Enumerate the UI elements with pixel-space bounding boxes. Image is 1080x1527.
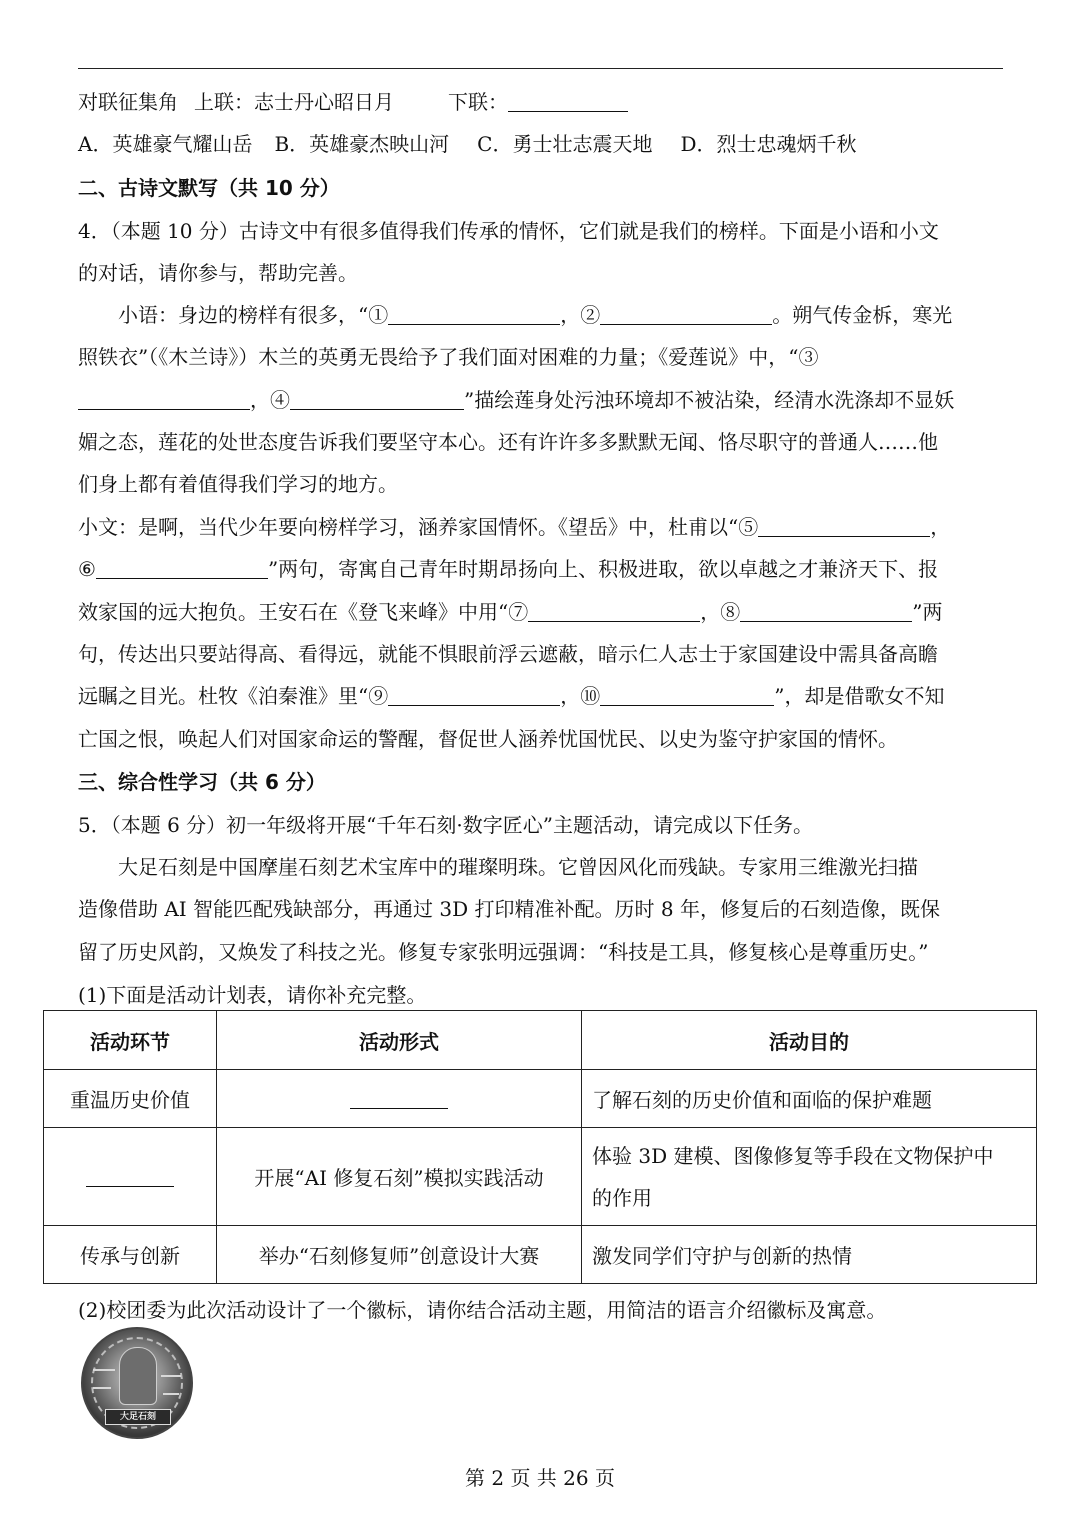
dialogue-text: ，⑩ bbox=[560, 684, 601, 708]
material-line1: 大足石刻是中国摩崖石刻艺术宝库中的璀璨明珠。它曾因风化而残缺。专家用三维激光扫描 bbox=[118, 855, 918, 879]
dialogue-line11: 亡国之恨，唤起人们对国家命运的警醒，督促世人涵养忧国忧民、以史为鉴守护家国的情怀。 bbox=[78, 727, 898, 751]
dialogue-line10 bbox=[78, 680, 944, 709]
dialogue-text: ，② bbox=[560, 303, 601, 327]
circuit-trace bbox=[93, 1387, 111, 1389]
circuit-trace bbox=[163, 1393, 179, 1395]
blank-1[interactable] bbox=[388, 304, 560, 325]
header-stage: 活动环节 bbox=[44, 1011, 217, 1070]
dialogue-text: 效家国的远大抱负。王安石在《登飞来峰》中用“⑦ bbox=[78, 600, 529, 624]
dialogue-text: 远瞩之目光。杜牧《泊秦淮》里“⑨ bbox=[78, 684, 389, 708]
activity-plan-table bbox=[43, 1010, 1037, 1284]
option-b[interactable]: B．英雄豪杰映山河 bbox=[274, 132, 450, 156]
dialogue-line6 bbox=[78, 511, 950, 540]
dialogue-text: ”，却是借歌女不知 bbox=[774, 684, 945, 708]
buddha-figure bbox=[119, 1347, 157, 1405]
header-form: 活动形式 bbox=[217, 1011, 582, 1070]
cell-stage: 传承与创新 bbox=[44, 1226, 217, 1284]
blank-4[interactable] bbox=[290, 389, 464, 410]
couplet-upper: 上联：志士丹心昭日月 bbox=[194, 90, 394, 114]
dialogue-text: ”描绘莲身处污浊环境却不被沾染，经清水洗涤却不显妖 bbox=[464, 388, 955, 412]
circuit-trace bbox=[93, 1369, 115, 1371]
header-rule bbox=[78, 68, 1003, 69]
couplet-lower: 下联： bbox=[448, 90, 508, 114]
blank-10[interactable] bbox=[600, 685, 774, 706]
dialogue-text: ， bbox=[930, 515, 951, 539]
table-row bbox=[44, 1226, 1037, 1284]
cell-purpose bbox=[582, 1128, 1037, 1226]
option-d[interactable]: D．烈士忠魂炳千秋 bbox=[680, 132, 857, 156]
blank-2[interactable] bbox=[600, 304, 772, 325]
page-footer: 第 2 页 共 26 页 bbox=[465, 1466, 615, 1490]
cell-form: 举办“石刻修复师”创意设计大赛 bbox=[217, 1226, 582, 1284]
dialogue-text: 小语：身边的榜样有很多，“① bbox=[118, 303, 389, 327]
header-purpose: 活动目的 bbox=[582, 1011, 1037, 1070]
q5-prompt: 5．（本题 6 分）初一年级将开展“千年石刻·数字匠心”主题活动，请完成以下任务。 bbox=[78, 813, 813, 837]
table-header-row bbox=[44, 1011, 1037, 1070]
activity-emblem-image bbox=[81, 1327, 193, 1439]
dialogue-text: ，④ bbox=[250, 388, 290, 412]
material-line3: 留了历史风韵，又焕发了科技之光。修复专家张明远强调：“科技是工具，修复核心是尊重历史。” bbox=[78, 940, 929, 964]
subquestion-2: (2)校团委为此次活动设计了一个徽标，请你结合活动主题，用简洁的语言介绍徽标及寓意。 bbox=[78, 1298, 887, 1322]
table-row bbox=[44, 1070, 1037, 1128]
blank-7[interactable] bbox=[528, 601, 700, 622]
circuit-trace bbox=[161, 1375, 181, 1377]
cell-stage: 重温历史价值 bbox=[44, 1070, 217, 1128]
section2-heading: 二、古诗文默写（共 10 分） bbox=[78, 176, 340, 200]
table-blank-form[interactable] bbox=[350, 1088, 448, 1109]
dialogue-text: ，⑧ bbox=[700, 600, 741, 624]
dialogue-line2: 照铁衣”（《木兰诗》）木兰的英勇无畏给予了我们面对困难的力量；《爱莲说》中，“③ bbox=[78, 345, 819, 369]
section3-heading: 三、综合性学习（共 6 分） bbox=[78, 770, 326, 794]
blank-5[interactable] bbox=[758, 516, 930, 537]
option-c[interactable]: C．勇士壮志震天地 bbox=[477, 132, 653, 156]
purpose-line2: 的作用 bbox=[592, 1185, 652, 1210]
blank-8[interactable] bbox=[740, 601, 912, 622]
dialogue-line1 bbox=[118, 299, 952, 328]
dialogue-text: ”两句，寄寓自己青年时期昂扬向上、积极进取，欲以卓越之才兼济天下、报 bbox=[267, 557, 939, 581]
dialogue-line9: 句，传达出只要站得高、看得远，就能不惧眼前浮云遮蔽，暗示仁人志士于家国建设中需具备高瞻 bbox=[78, 642, 938, 666]
cell-purpose: 了解石刻的历史价值和面临的保护难题 bbox=[582, 1070, 1037, 1128]
table-row bbox=[44, 1128, 1037, 1226]
table-blank-stage[interactable] bbox=[86, 1166, 174, 1187]
couplet-answer-blank[interactable] bbox=[508, 91, 628, 112]
couplet-line bbox=[78, 86, 628, 115]
cell-stage bbox=[44, 1128, 217, 1226]
blank-6[interactable] bbox=[96, 558, 268, 579]
blank-9[interactable] bbox=[388, 685, 560, 706]
cell-form bbox=[217, 1070, 582, 1128]
q4-prompt-line2: 的对话，请你参与，帮助完善。 bbox=[78, 261, 358, 285]
blank-3[interactable] bbox=[78, 389, 250, 410]
dialogue-line3 bbox=[78, 384, 954, 413]
purpose-line1: 体验 3D 建模、图像修复等手段在文物保护中 bbox=[592, 1143, 994, 1168]
dialogue-text: 小文：是啊，当代少年要向榜样学习，涵养家国情怀。《望岳》中，杜甫以“⑤ bbox=[78, 515, 759, 539]
dialogue-line7 bbox=[78, 553, 938, 582]
cell-purpose: 激发同学们守护与创新的热情 bbox=[582, 1226, 1037, 1284]
q4-prompt-line1: 4．（本题 10 分）古诗文中有很多值得我们传承的情怀，它们就是我们的榜样。下面是小语和小文 bbox=[78, 219, 939, 243]
dialogue-line5: 们身上都有着值得我们学习的地方。 bbox=[78, 472, 398, 496]
dialogue-line8 bbox=[78, 596, 942, 625]
couplet-options bbox=[78, 128, 857, 157]
dialogue-line4: 媚之态，莲花的处世态度告诉我们要坚守本心。还有许许多多默默无闻、恪尽职守的普通人……他 bbox=[78, 430, 938, 454]
dialogue-text: ”两 bbox=[912, 600, 943, 624]
material-line2: 造像借助 AI 智能匹配残缺部分，再通过 3D 打印精准补配。历时 8 年，修复后的石刻造像，既保 bbox=[78, 897, 940, 921]
couplet-prefix: 对联征集角 bbox=[78, 90, 178, 114]
option-a[interactable]: A．英雄豪气耀山岳 bbox=[78, 132, 253, 156]
dialogue-text: 。朔气传金柝，寒光 bbox=[772, 303, 953, 327]
emblem-plaque: 大足石刻 bbox=[105, 1409, 171, 1425]
cell-form: 开展“AI 修复石刻”模拟实践活动 bbox=[217, 1128, 582, 1226]
dialogue-text: ⑥ bbox=[78, 557, 96, 581]
subquestion-1: (1)下面是活动计划表，请你补充完整。 bbox=[78, 983, 427, 1007]
